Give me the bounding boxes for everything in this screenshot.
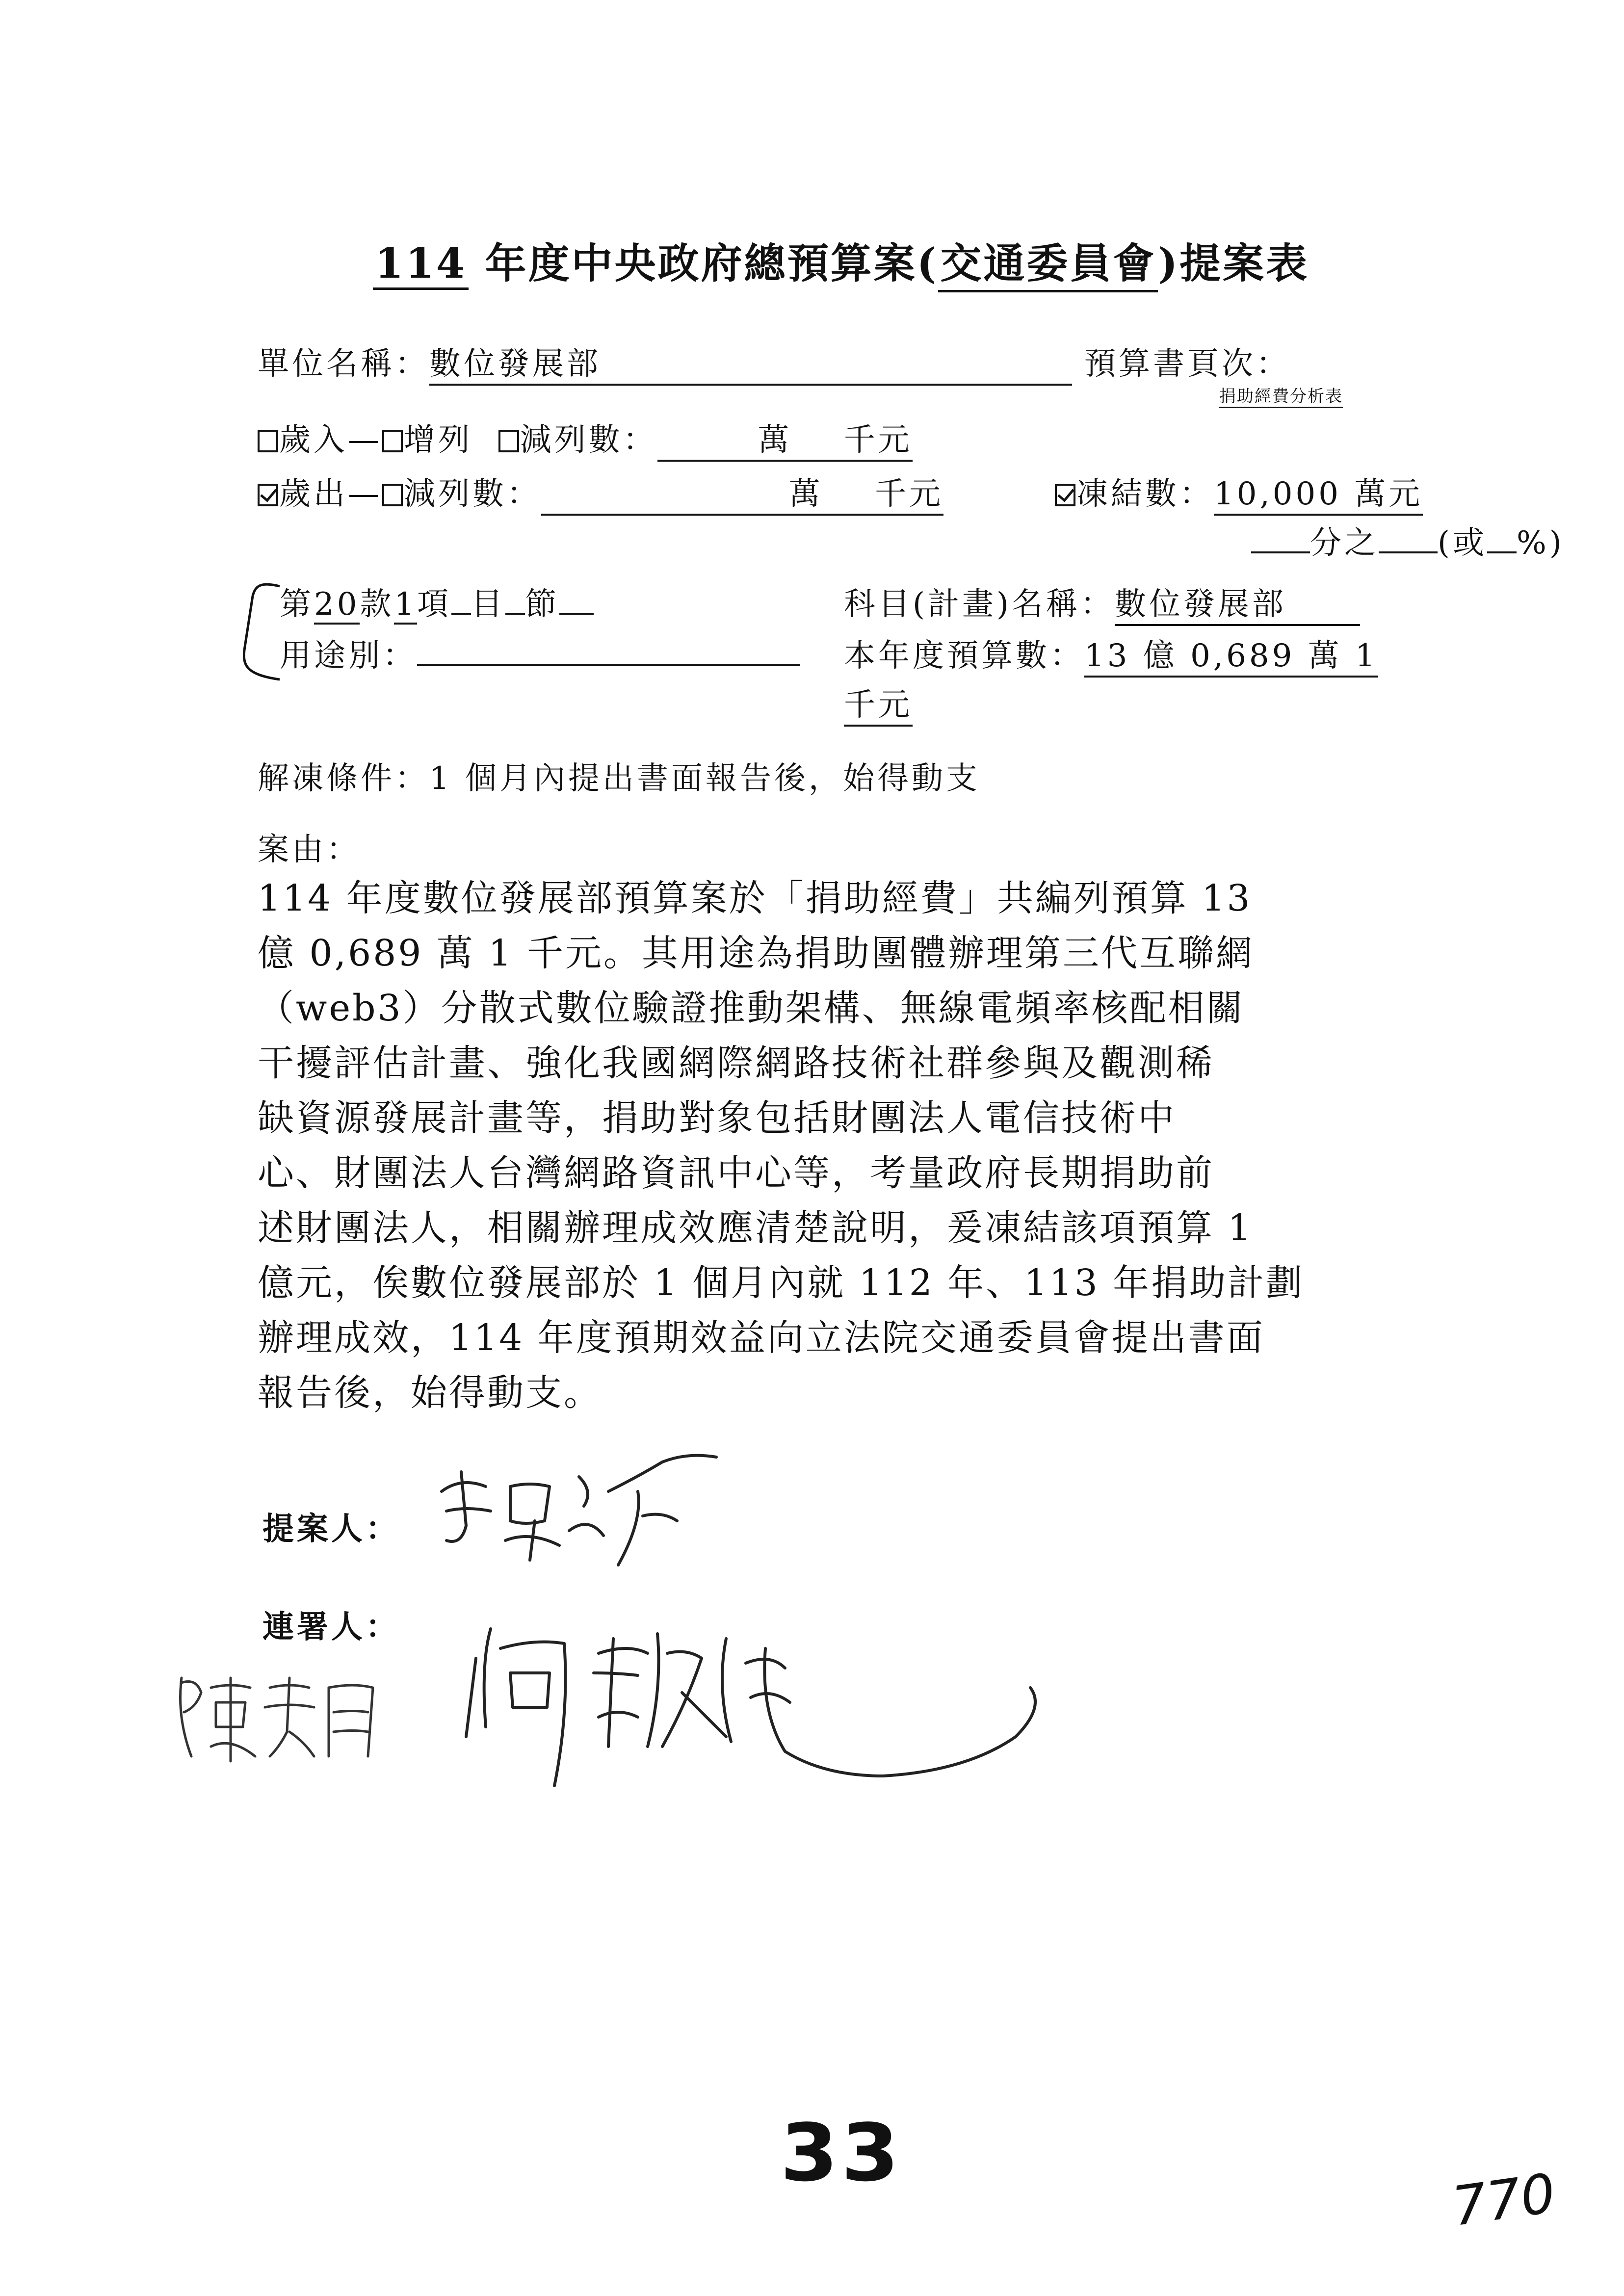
revenue-amount-field bbox=[657, 415, 913, 462]
budget-value-line1: 13 億 0,689 萬 1 bbox=[1084, 630, 1378, 678]
expenditure-amount-field bbox=[541, 469, 943, 516]
reason-line: 114 年度數位發展部預算案於「捐助經費」共編列預算 13 bbox=[258, 877, 1252, 919]
reason-line: 億元，俟數位發展部於 1 個月內就 112 年、113 年捐助計劃 bbox=[258, 1262, 1305, 1304]
subject-row bbox=[844, 579, 1360, 626]
page-ref-value: 捐助經費分析表 bbox=[1219, 383, 1343, 408]
reason-line: 億 0,689 萬 1 千元。其用途為捐助團體辦理第三代互聯網 bbox=[258, 932, 1255, 974]
page-ref-label: 預算書頁次： bbox=[1084, 346, 1290, 382]
budget-row bbox=[844, 630, 1378, 678]
reason-body bbox=[258, 871, 1401, 1420]
expenditure-row bbox=[258, 469, 943, 516]
reason-line: 心、財團法人台灣網路資訊中心等，考量政府長期捐助前 bbox=[258, 1152, 1214, 1194]
reason-line: 報告後，始得動支。 bbox=[258, 1372, 602, 1414]
budget-value-line2: 千元 bbox=[844, 679, 913, 727]
freeze-checkbox[interactable] bbox=[1055, 484, 1075, 506]
title-year: 114 bbox=[373, 239, 469, 290]
reason-line: 干擾評估計畫、強化我國網際網路技術社群參與及觀測稀 bbox=[258, 1042, 1214, 1084]
section-brace bbox=[231, 576, 285, 689]
section-mu: 目 bbox=[471, 586, 506, 623]
budget-label: 本年度預算數： bbox=[844, 638, 1084, 674]
freeze-row bbox=[1055, 469, 1423, 516]
freeze-label: 凍結數： bbox=[1076, 476, 1214, 512]
decrease-checkbox[interactable] bbox=[498, 430, 519, 452]
form-title bbox=[373, 231, 1309, 292]
corner-number: 770 bbox=[1448, 2162, 1559, 2238]
revenue-row bbox=[258, 415, 913, 462]
section-xiang-no: 1 bbox=[394, 586, 417, 625]
proposer-label: 提案人： bbox=[262, 1511, 400, 1547]
proposer-signature bbox=[432, 1447, 736, 1575]
revenue-wan: 萬 bbox=[758, 422, 792, 458]
reason-label: 案由： bbox=[258, 832, 361, 868]
unit-name-row bbox=[258, 339, 1072, 386]
unit-label: 單位名稱： bbox=[258, 346, 429, 382]
usage-label: 用途別： bbox=[280, 638, 417, 674]
reason-line: 缺資源發展計畫等，捐助對象包括財團法人電信技術中 bbox=[258, 1097, 1176, 1139]
expenditure-checkbox[interactable] bbox=[258, 484, 278, 506]
unfreeze-condition: 解凍條件：1 個月內提出書面報告後，始得動支 bbox=[258, 760, 981, 797]
fraction-pct: %) bbox=[1516, 525, 1565, 561]
page-number: 33 bbox=[780, 2107, 902, 2200]
reason-line: （web3）分散式數位驗證推動架構、無線電頻率核配相關 bbox=[258, 987, 1245, 1029]
expenditure-label: 歲出— bbox=[279, 476, 382, 512]
expenditure-wan: 萬 bbox=[788, 476, 823, 512]
unit-value: 數位發展部 bbox=[429, 346, 601, 382]
fraction-fen: 分之 bbox=[1310, 525, 1379, 561]
unit-value-field bbox=[429, 339, 1072, 386]
section-jie: 節 bbox=[525, 586, 560, 623]
revenue-qian-yuan: 千元 bbox=[843, 422, 913, 458]
decrease-label: 減列數： bbox=[520, 422, 657, 458]
reason-line: 辦理成效，114 年度預期效益向立法院交通委員會提出書面 bbox=[258, 1317, 1265, 1359]
subject-label: 科目(計畫)名稱： bbox=[844, 586, 1115, 623]
expenditure-decrease-checkbox[interactable] bbox=[382, 484, 403, 506]
increase-label: 增列 bbox=[404, 422, 472, 458]
subject-field bbox=[1115, 579, 1360, 626]
section-kuan: 款 bbox=[360, 586, 394, 623]
cosigner-signature-1 bbox=[167, 1658, 402, 1776]
expenditure-qian-yuan: 千元 bbox=[875, 476, 943, 512]
freeze-value: 10,000 萬元 bbox=[1214, 469, 1423, 516]
section-kuan-no: 20 bbox=[314, 586, 360, 625]
title-end: )提案表 bbox=[1158, 239, 1310, 287]
income-checkbox[interactable] bbox=[258, 430, 278, 452]
fraction-row bbox=[1251, 518, 1565, 563]
cosigner-label: 連署人： bbox=[262, 1609, 400, 1645]
income-label: 歲入— bbox=[279, 422, 382, 458]
section-row bbox=[280, 579, 594, 625]
fraction-or: (或 bbox=[1438, 525, 1487, 561]
subject-value: 數位發展部 bbox=[1114, 586, 1286, 623]
title-committee: 交通委員會 bbox=[938, 231, 1158, 292]
usage-field bbox=[417, 664, 800, 666]
usage-row bbox=[280, 630, 800, 676]
expenditure-decrease-label: 減列數： bbox=[404, 476, 541, 512]
section-xiang: 項 bbox=[417, 586, 452, 623]
reason-line: 述財團法人，相關辦理成效應清楚說明，爰凍結該項預算 1 bbox=[258, 1207, 1253, 1249]
cosigner-signature-2 bbox=[451, 1590, 1060, 1845]
section-di: 第 bbox=[280, 586, 314, 623]
increase-checkbox[interactable] bbox=[382, 430, 403, 452]
title-mid: 年度中央政府總預算案( bbox=[469, 239, 939, 287]
